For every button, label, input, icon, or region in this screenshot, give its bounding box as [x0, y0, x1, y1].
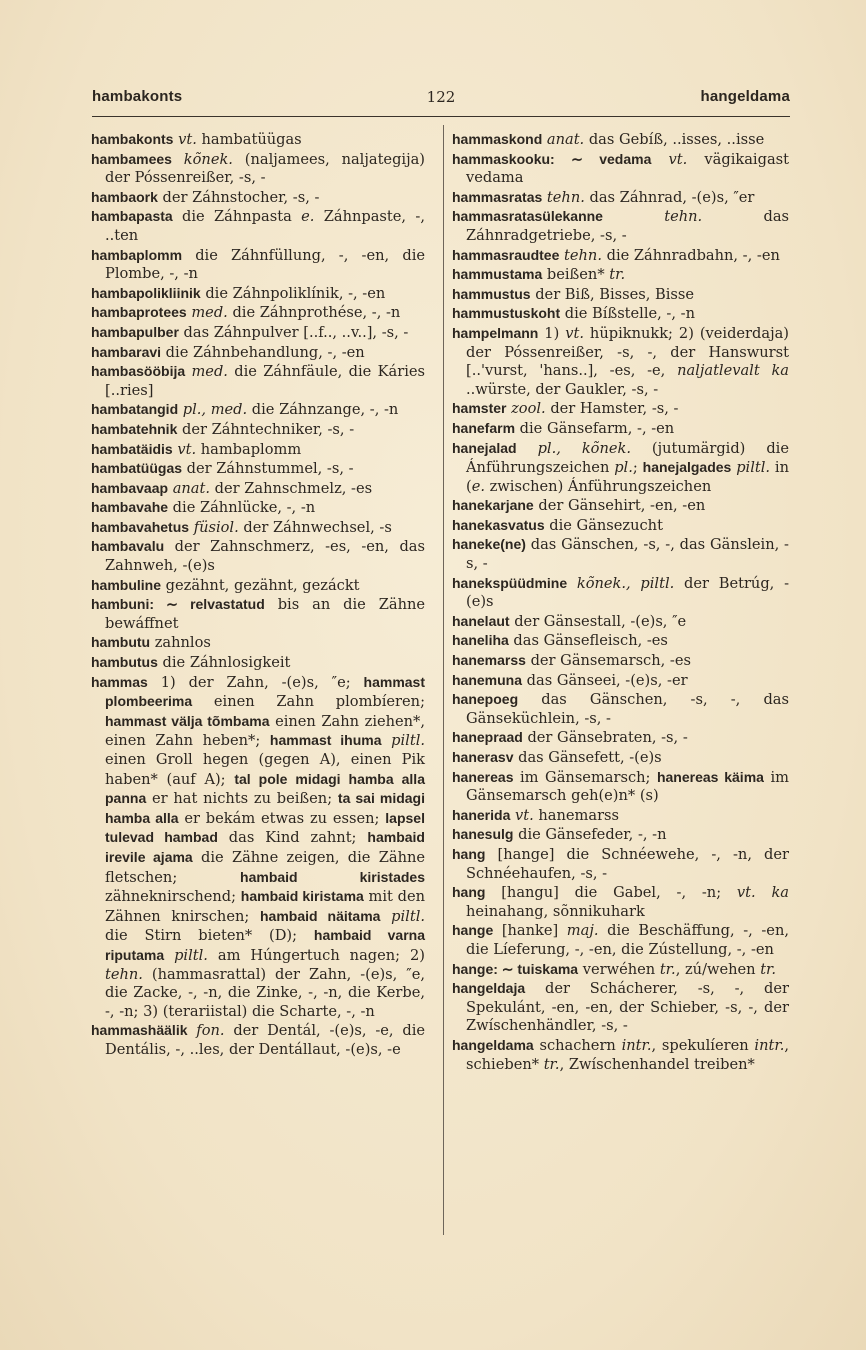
headword: hammaskooku: ∼ vedama — [452, 150, 652, 167]
label: vt. — [668, 150, 688, 168]
definition-text: die Stirn bieten* (D); — [105, 927, 314, 945]
dictionary-entry — [452, 631, 789, 651]
definition-text: , zú/wehen — [675, 960, 761, 978]
label: kõnek., piltl. — [576, 574, 675, 592]
definition-text: die Záhnradbahn, -, -en — [601, 246, 780, 264]
definition-text: zwischen) Ánführungszeichen — [484, 477, 712, 495]
dictionary-entry — [452, 979, 789, 1036]
label: tehn. — [564, 246, 602, 264]
label: zool. — [511, 400, 546, 418]
dictionary-entry — [452, 960, 789, 980]
headword: hammast välja tõmbama — [105, 712, 270, 729]
headword: hambamees — [91, 150, 172, 167]
headword: hangeldama — [452, 1036, 534, 1053]
headword: hambuni: ∼ relvastatud — [91, 596, 265, 613]
label: maj. — [566, 922, 599, 940]
headword: hamster — [452, 400, 507, 417]
definition-text: beißen* — [542, 266, 610, 284]
headword: hammasratasülekanne — [452, 208, 603, 225]
dictionary-entry — [91, 400, 425, 420]
label: anat. — [172, 479, 210, 497]
definition-text: der Záhntechniker, -s, - — [177, 420, 355, 438]
definition-text: er hat nichts zu beißen; — [146, 790, 338, 808]
headword: hanelaut — [452, 612, 510, 629]
dictionary-entry — [452, 207, 789, 245]
dictionary-entry — [91, 284, 425, 304]
label: tr. — [659, 960, 676, 978]
label: e. — [471, 477, 485, 495]
definition-text: einen Zahn ziehen*, einen Zahn heben*; — [105, 712, 425, 750]
headword: hambatehnik — [91, 420, 178, 437]
definition-text: hanemarss — [533, 806, 620, 824]
dictionary-entry — [452, 246, 789, 266]
headword: hammas — [91, 673, 148, 690]
definition-text: die Zähne zeigen, die Zähne fletschen; — [105, 848, 426, 886]
definition-text: heinahang, sõnnikuhark — [466, 902, 645, 920]
label: naljatlevalt ka — [677, 362, 789, 380]
definition-text: im Gänsemarsch geh(e)n* (s) — [466, 768, 789, 805]
label: pl. — [614, 459, 633, 477]
definition-text: der Gänsehirt, -en, -en — [533, 497, 706, 515]
dictionary-entry — [91, 343, 425, 363]
dictionary-entry — [91, 246, 425, 284]
definition-text: 1) — [538, 324, 566, 342]
definition-text: die Záhnbehandlung, -, -en — [161, 343, 365, 361]
headword: hambutus — [91, 654, 158, 671]
headword: hambatäidis — [91, 440, 173, 457]
headword: hambaid varna riputama — [105, 927, 425, 963]
label: kõnek. — [183, 150, 233, 168]
definition-text: das Gänsefleisch, -es — [508, 632, 668, 650]
headword: hammast ihuma — [269, 732, 382, 749]
definition-text: das Gänsefett, -(e)s — [513, 749, 662, 766]
headword: hambutu — [91, 634, 151, 651]
definition-text: die Záhnlücke, -, -n — [168, 499, 316, 517]
definition-text: [hangu] die Gabel, -, -n; — [485, 884, 737, 902]
dictionary-entry — [452, 728, 789, 748]
headword: hampelmann — [452, 324, 539, 341]
dictionary-entry — [452, 535, 789, 573]
headword: hanereas — [452, 768, 514, 785]
headword: hanejalad — [452, 439, 517, 456]
dictionary-entry — [452, 419, 789, 439]
headword: hambatangid — [91, 401, 179, 418]
column-divider — [443, 125, 444, 1235]
headword: hanerida — [452, 806, 511, 823]
definition-text: das Gänschen, -s, -, das Gänslein, -s, - — [466, 536, 789, 573]
definition-text: in ( — [466, 459, 789, 495]
definition-text: der Schácherer, -s, -, der Spekulánt, -en, -en, der Schieber, -s, -, der Zwíschenhändler, -s, - — [466, 980, 789, 1035]
label: tehn. — [546, 188, 585, 206]
dictionary-entry — [452, 806, 789, 826]
dictionary-entry — [91, 518, 425, 538]
definition-text: einen Groll hegen (gegen A), einen Pik haben* (auf A); — [105, 751, 425, 788]
dictionary-entry — [91, 1021, 425, 1059]
headword: hanepraad — [452, 729, 523, 746]
headword: hambavaap — [91, 479, 169, 496]
label: piltl. — [736, 459, 771, 477]
headword: hambatüügas — [91, 460, 183, 477]
definition-text: [hanke] — [493, 922, 567, 940]
definition-text: der Gänsestall, -(e)s, ″e — [509, 612, 687, 630]
headword: hambaork — [91, 188, 158, 205]
header-rule — [92, 116, 790, 117]
dictionary-entry — [91, 420, 425, 440]
definition-text: hüpiknukk; 2) (veiderdaja) der Póssenreißer, -s, -, der Hanswurst [..'vurst, 'hans..], -es, -e, — [466, 324, 789, 380]
header-first-entry: hambakonts — [92, 88, 183, 105]
dictionary-entry — [91, 150, 425, 188]
dictionary-entry — [452, 265, 789, 285]
label: tehn. — [664, 208, 703, 226]
definition-text: das Kind zahnt; — [217, 829, 368, 847]
definition-text: der Gänsemarsch, -es — [525, 652, 691, 670]
definition-text: der Betrúg, -(e)s — [466, 574, 789, 611]
headword: hambapulber — [91, 323, 179, 340]
definition-text: zahnlos — [150, 634, 211, 652]
label: intr. — [621, 1036, 652, 1054]
definition-text: die Gänsezucht — [544, 516, 663, 534]
label: füsiol. — [193, 518, 239, 536]
dictionary-entry — [452, 671, 789, 691]
headword: hambaravi — [91, 343, 162, 360]
definition-text: das Záhnrad, -(e)s, ″er — [584, 188, 755, 206]
dictionary-entry — [452, 574, 789, 612]
definition-text: das Gänseei, -(e)s, -er — [522, 671, 688, 689]
dictionary-entry — [91, 576, 425, 596]
headword: hange: ∼ tuiskama — [452, 960, 579, 977]
dictionary-entry — [452, 883, 789, 921]
headword: hanekspüüdmine — [452, 574, 568, 591]
label: piltl. — [391, 907, 426, 925]
headword: hambuline — [91, 576, 162, 593]
headword: hammustama — [452, 266, 543, 283]
definition-text: die Záhnprothése, -, -n — [227, 304, 401, 322]
headword: hanepoeg — [452, 691, 519, 708]
headword: hambaid kiristama — [240, 888, 364, 905]
headword: hambapasta — [91, 208, 173, 225]
dictionary-entry — [452, 825, 789, 845]
dictionary-entry — [452, 845, 789, 883]
label: tehn. — [105, 965, 143, 983]
label: pl., med. — [182, 401, 248, 419]
headword: hambaprotees — [91, 304, 187, 321]
definition-text — [567, 575, 577, 592]
dictionary-entry — [452, 768, 789, 806]
dictionary-entry — [452, 690, 789, 728]
headword: hammustus — [452, 285, 531, 302]
definition-text: die Záhnzange, -, -n — [247, 401, 399, 419]
definition-text: die Gänsefeder, -, -n — [513, 826, 667, 844]
headword: hammasraudtee — [452, 246, 560, 263]
label: tr. — [543, 1055, 560, 1073]
dictionary-entry — [452, 748, 789, 768]
headword: hambasööbija — [91, 363, 186, 380]
dictionary-entry — [91, 323, 425, 343]
headword: hambaid näitama — [260, 907, 381, 924]
headword: hanekarjane — [452, 497, 534, 514]
dictionary-entry — [452, 399, 789, 419]
label: piltl. — [174, 946, 208, 964]
definition-text: am Húngertuch nagen; 2) — [207, 946, 425, 964]
headword: hambavahetus — [91, 518, 190, 535]
definition-text — [380, 908, 391, 925]
dictionary-entry — [452, 150, 789, 188]
dictionary-entry — [452, 921, 789, 959]
definition-text: die Beschäffung, -, -en, die Líeferung, -, -en, die Zústellung, -, -en — [466, 922, 789, 958]
definition-text: die Záhnlosigkeit — [157, 654, 291, 672]
definition-text — [382, 732, 392, 749]
dictionary-entry — [91, 653, 425, 673]
headword: hanefarm — [452, 419, 516, 436]
label: vt. — [565, 324, 584, 342]
dictionary-entry — [452, 188, 789, 208]
headword: hambapolikliinik — [91, 284, 201, 301]
headword: hanemuna — [452, 671, 523, 688]
headword: hambaplomm — [91, 246, 183, 263]
dictionary-entry — [452, 304, 789, 324]
headword: hambavalu — [91, 538, 165, 555]
label: e. — [301, 208, 315, 226]
label: fon. — [196, 1022, 225, 1040]
headword: hanekasvatus — [452, 516, 545, 533]
dictionary-entry — [91, 362, 425, 400]
headword: hammast plombeerima — [105, 673, 425, 710]
definition-text: ..würste, der Gaukler, -s, - — [466, 380, 659, 398]
definition-text: das Gänschen, -s, -, das Gänseküchlein, -s, - — [466, 691, 789, 727]
headword: hangeldaja — [452, 980, 526, 997]
dictionary-entry — [91, 130, 425, 150]
definition-text: der Záhnwechsel, -s — [238, 518, 392, 536]
definition-text: , Zwíschenhandel treiben* — [559, 1055, 755, 1073]
headword: hanerasv — [452, 749, 514, 765]
label: piltl. — [391, 732, 426, 750]
definition-text: , spekulíeren — [651, 1036, 755, 1054]
dictionary-entry — [91, 188, 425, 208]
label: tr. — [609, 266, 626, 284]
definition-text: schachern — [533, 1036, 622, 1054]
dictionary-entry — [91, 303, 425, 323]
definition-text: mit den Zähnen knirschen; — [105, 888, 425, 925]
definition-text: die Gänsefarm, -, -en — [515, 419, 675, 437]
dictionary-entry — [91, 459, 425, 479]
definition-text: bis an die Zähne bewáffnet — [105, 596, 426, 632]
headword: hambaid kiristades — [240, 868, 425, 885]
definition-text: im Gänsemarsch; — [513, 768, 657, 786]
definition-text: [hange] die Schnéewehe, -, -n, der Schnéehaufen, -s, - — [466, 845, 789, 882]
definition-text: hambaplomm — [196, 440, 302, 458]
headword: lapsel tulevad hambad — [105, 809, 425, 846]
dictionary-entry — [452, 1036, 789, 1074]
headword: hanejalgades — [642, 459, 732, 476]
definition-text — [188, 1022, 197, 1039]
definition-text: (hammasrattal) der Zahn, -(e)s, ″e, die Zacke, -, -n, die Zinke, -, -n, die Kerbe, -, -n; 3) (terariistal) die Scharte, -, -n — [105, 965, 425, 1020]
page-header — [92, 88, 790, 110]
definition-text: der Hamster, -s, - — [545, 400, 679, 418]
definition-text: der Gänsebraten, -s, - — [522, 729, 688, 747]
label: med. — [191, 363, 228, 381]
definition-text: die Bíßstelle, -, -n — [560, 305, 695, 323]
dictionary-entry — [452, 130, 789, 150]
definition-text: vägikaigast vedama — [466, 150, 789, 187]
definition-text: die Záhnpoliklínik, -, -en — [200, 284, 386, 302]
headword: hanesulg — [452, 826, 514, 843]
definition-text: der Biß, Bisses, Bisse — [530, 285, 695, 303]
definition-text — [651, 151, 668, 168]
definition-text: einen Zahn plombíeren; — [192, 693, 425, 711]
definition-text: der Zahnschmerz, -es, -en, das Zahnweh, -(e)s — [105, 538, 425, 575]
definition-text — [517, 440, 538, 457]
label: vt. — [177, 440, 197, 458]
definition-text: der Dentál, -(e)s, -e, die Dentális, -, ..les, der Dentállaut, -(e)s, -e — [105, 1022, 425, 1058]
headword: hanemarss — [452, 652, 526, 669]
definition-text: der Záhnstocher, -s, - — [157, 188, 320, 206]
dictionary-entry — [91, 207, 425, 245]
dictionary-entry — [91, 633, 425, 653]
dictionary-entry — [91, 537, 425, 575]
definition-text: 1) der Zahn, -(e)s, ″e; — [147, 673, 364, 691]
definition-text: gezähnt, gezähnt, gezáckt — [161, 576, 360, 594]
dictionary-entry — [91, 498, 425, 518]
definition-text: die Záhnpasta — [172, 208, 302, 226]
label: vt. — [515, 806, 534, 824]
definition-text: verwéhen — [578, 960, 660, 978]
definition-text: das Záhnpulver [..f.., ..v..], -s, - — [178, 323, 409, 341]
label: vt. — [178, 131, 197, 148]
definition-text: Záhnpaste, -, ..ten — [105, 208, 425, 244]
label: pl., kõnek. — [537, 439, 631, 457]
dictionary-entry — [452, 496, 789, 516]
dictionary-entry — [452, 285, 789, 305]
headword: hammasratas — [452, 188, 543, 205]
label: tr. — [760, 960, 777, 978]
headword: haneliha — [452, 632, 509, 649]
headword: hammaskond — [452, 131, 543, 147]
dictionary-entry — [91, 673, 425, 1022]
definition-text — [164, 947, 174, 964]
dictionary-entry — [452, 324, 789, 399]
dictionary-entry — [91, 440, 425, 460]
headword: tal pole midagi hamba alla panna — [105, 770, 425, 807]
definition-text: zähneknirschend; — [105, 888, 241, 906]
definition-text: das Záhnradgetriebe, -s, - — [466, 208, 790, 244]
right-column — [452, 130, 789, 1074]
header-last-entry: hangeldama — [700, 88, 790, 105]
dictionary-entry — [91, 595, 425, 633]
headword: hange — [452, 922, 494, 939]
headword: haneke(ne) — [452, 536, 526, 553]
definition-text: (naljamees, naljategija) der Póssenreißer, -s, - — [105, 150, 425, 187]
headword: hanereas käima — [656, 768, 764, 785]
label: anat. — [546, 131, 585, 148]
headword: hang — [452, 845, 486, 862]
headword: hammustuskoht — [452, 305, 561, 322]
definition-text: der Zahnschmelz, -es — [210, 479, 373, 497]
dictionary-entry — [452, 516, 789, 536]
definition-text: die Záhnfäule, die Káries [..ries] — [105, 363, 425, 399]
definition-text: das Gebíß, ..isses, ..isse — [584, 131, 765, 148]
headword: hang — [452, 884, 486, 901]
definition-text: ; — [632, 459, 643, 477]
headword: hammashäälik — [91, 1022, 188, 1039]
dictionary-entry — [91, 479, 425, 499]
definition-text: die Záhnfüllung, -, -en, die Plombe, -, -n — [105, 246, 425, 283]
definition-text: hambatüügas — [196, 131, 302, 148]
definition-text: er bekám etwas zu essen; — [178, 809, 386, 827]
label: intr. — [754, 1036, 785, 1054]
dictionary-entry — [452, 612, 789, 632]
definition-text: (jutumärgid) die Ánführungszeichen — [466, 439, 789, 477]
definition-text: der Záhnstummel, -s, - — [182, 460, 354, 478]
definition-text — [603, 208, 664, 225]
label: vt. ka — [736, 884, 789, 902]
dictionary-entry — [452, 439, 789, 497]
headword: hambaid irevile ajama — [105, 829, 425, 865]
headword: hambakonts — [91, 131, 174, 147]
page-number: 122 — [426, 88, 456, 106]
headword: ta sai midagi hamba alla — [105, 790, 425, 826]
dictionary-entry — [452, 651, 789, 671]
headword: hambavahe — [91, 499, 169, 516]
label: med. — [191, 304, 228, 322]
definition-text: , schieben* — [466, 1036, 789, 1073]
definition-text — [172, 151, 184, 168]
left-column — [91, 130, 425, 1060]
